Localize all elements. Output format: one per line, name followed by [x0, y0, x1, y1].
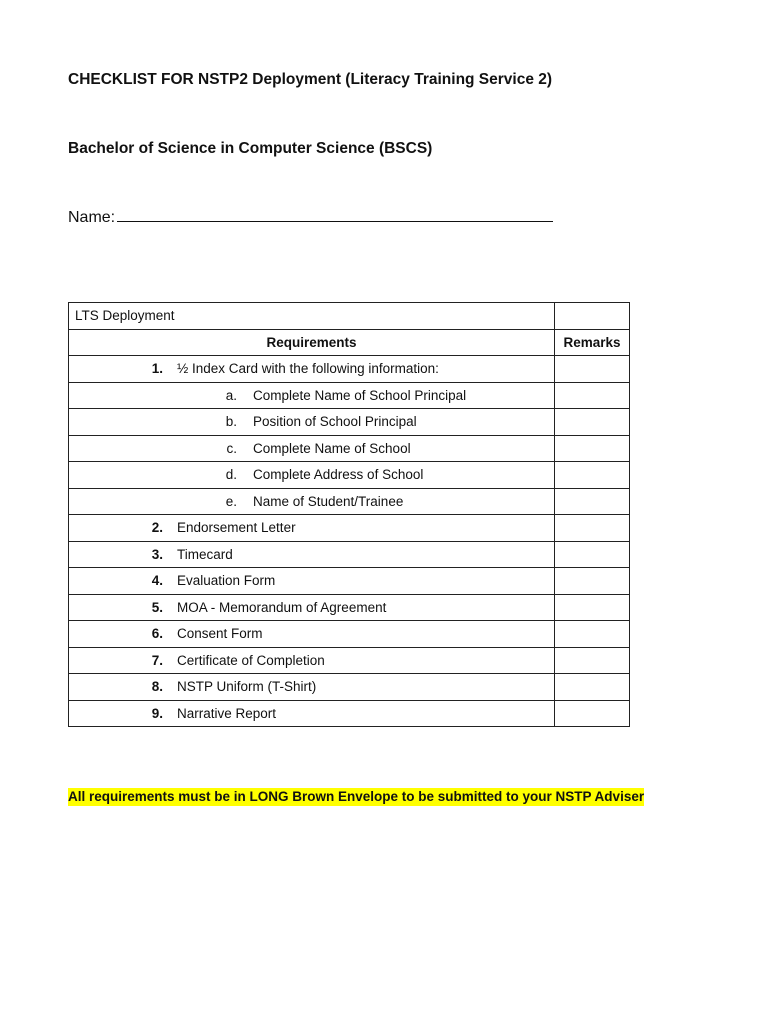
item-number: 6. [151, 626, 163, 642]
subitem-text: Name of Student/Trainee [253, 493, 404, 509]
name-blank-line [117, 207, 553, 222]
remarks-cell [555, 647, 630, 674]
remarks-cell [555, 435, 630, 462]
document-title: CHECKLIST FOR NSTP2 Deployment (Literacy Training Service 2) [68, 71, 553, 88]
item-text: Consent Form [177, 626, 263, 642]
table-row [69, 515, 630, 542]
table-row [69, 356, 630, 383]
remarks-cell [555, 541, 630, 568]
subitem-text: Position of School Principal [253, 414, 417, 430]
subitem-letter: a. [225, 387, 237, 403]
table-subrow [69, 462, 630, 489]
remarks-header: Remarks [555, 329, 630, 356]
subitem-text: Complete Address of School [253, 467, 424, 483]
table-row [69, 594, 630, 621]
remarks-cell [555, 462, 630, 489]
table-row [69, 568, 630, 595]
remarks-cell [555, 674, 630, 701]
item-number: 5. [151, 599, 163, 615]
table-header-row [69, 329, 630, 356]
program-subtitle: Bachelor of Science in Computer Science (BSCS) [68, 140, 433, 157]
table-row [69, 647, 630, 674]
highlighted-note: All requirements must be in LONG Brown Envelope to be submitted to your NSTP Adviser [68, 789, 645, 804]
item-number: 2. [151, 520, 163, 536]
remarks-cell [555, 409, 630, 436]
remarks-cell [555, 303, 630, 330]
table-subrow [69, 382, 630, 409]
table-row [69, 674, 630, 701]
table-section-row [69, 303, 630, 330]
item-text: Evaluation Form [177, 573, 276, 589]
remarks-cell [555, 568, 630, 595]
item-text: Timecard [177, 546, 233, 562]
subitem-letter: d. [225, 467, 237, 483]
remarks-cell [555, 700, 630, 727]
item-text: MOA - Memorandum of Agreement [177, 599, 387, 615]
requirements-table [68, 302, 630, 727]
name-field [68, 207, 553, 227]
item-text: Narrative Report [177, 705, 277, 721]
subitem-letter: b. [225, 414, 237, 430]
name-label: Name: [68, 209, 116, 226]
item-number: 7. [151, 652, 163, 668]
table-subrow [69, 435, 630, 462]
table-row [69, 621, 630, 648]
requirements-header: Requirements [69, 329, 555, 356]
remarks-cell [555, 488, 630, 515]
remarks-cell [555, 621, 630, 648]
item-number: 9. [151, 705, 163, 721]
item-number: 3. [151, 546, 163, 562]
table-subrow [69, 488, 630, 515]
item-text: Endorsement Letter [177, 520, 296, 536]
item-number: 4. [151, 573, 163, 589]
remarks-cell [555, 594, 630, 621]
subitem-letter: e. [225, 493, 237, 509]
item-text: Certificate of Completion [177, 652, 325, 668]
subitem-text: Complete Name of School [253, 440, 411, 456]
table-row [69, 700, 630, 727]
item-number: 8. [151, 679, 163, 695]
remarks-cell [555, 515, 630, 542]
table-subrow [69, 409, 630, 436]
table-row [69, 541, 630, 568]
remarks-cell [555, 382, 630, 409]
section-label: LTS Deployment [69, 303, 555, 330]
item-number: 1. [151, 361, 163, 377]
item-text: NSTP Uniform (T-Shirt) [177, 679, 317, 695]
subitem-letter: c. [226, 440, 237, 456]
remarks-cell [555, 356, 630, 383]
item-text: ½ Index Card with the following information: [177, 361, 439, 377]
subitem-text: Complete Name of School Principal [253, 387, 467, 403]
